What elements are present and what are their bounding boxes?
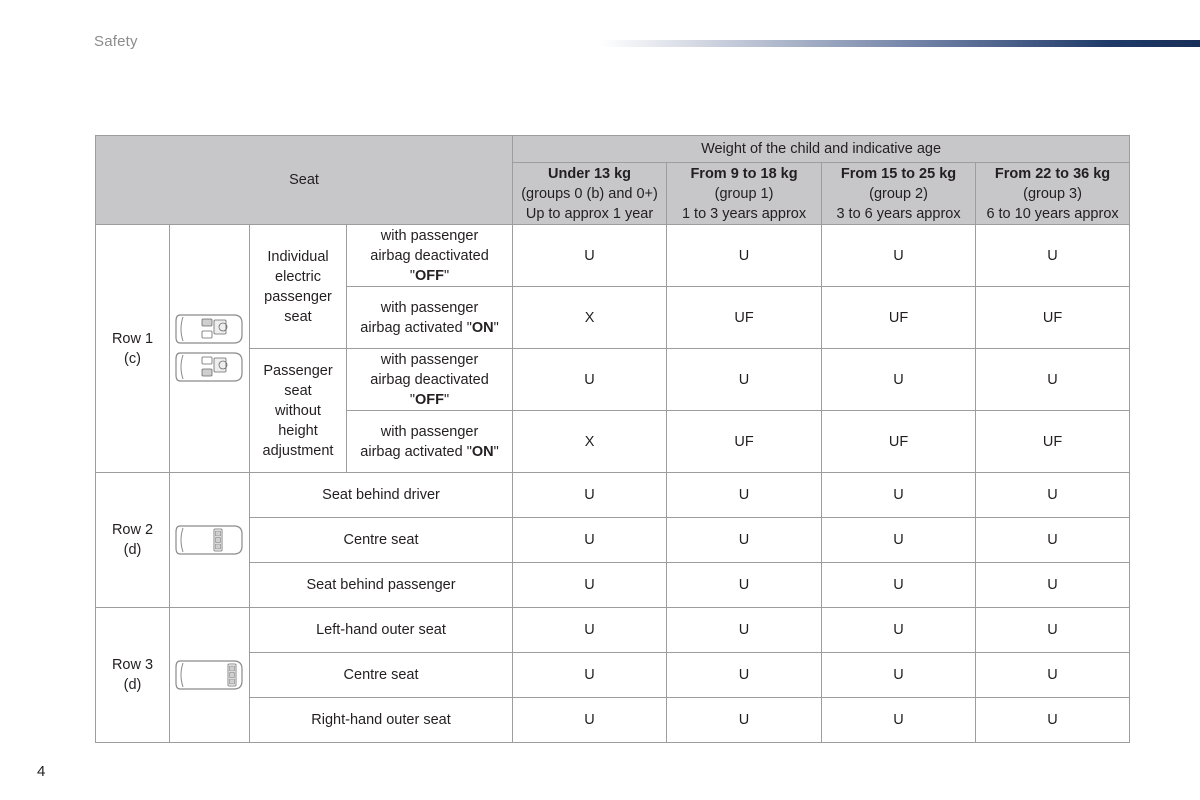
airbag-text: with passenger xyxy=(380,299,479,316)
group-age: 6 to 10 years approx xyxy=(986,205,1119,222)
airbag-state: ON xyxy=(471,319,494,336)
quote: " xyxy=(493,319,499,336)
value-cell: U xyxy=(513,653,667,698)
row-label-note: (c) xyxy=(124,350,141,367)
value-cell: UF xyxy=(976,411,1130,473)
header-gradient-bar xyxy=(600,40,1200,47)
value-cell: U xyxy=(667,349,822,411)
value-cell: U xyxy=(513,563,667,608)
seat-type-text: seat xyxy=(284,308,312,325)
row1-car-diagram xyxy=(170,225,250,473)
car-second-row-icon xyxy=(174,522,246,558)
value-cell: U xyxy=(976,563,1130,608)
value-cell: U xyxy=(822,518,976,563)
row3-label xyxy=(96,608,170,743)
value-cell: U xyxy=(667,473,822,518)
value-cell: U xyxy=(667,653,822,698)
value-cell: U xyxy=(976,518,1130,563)
airbag-activated-cell xyxy=(347,287,513,349)
left-hand-outer-seat: Left-hand outer seat xyxy=(250,608,513,653)
child-seat-table xyxy=(95,135,1130,743)
value-cell: UF xyxy=(976,287,1130,349)
value-cell: U xyxy=(976,225,1130,287)
value-cell: U xyxy=(822,225,976,287)
car-front-seats-icon xyxy=(174,311,246,387)
group-age: 3 to 6 years approx xyxy=(836,205,961,222)
group-name: (groups 0 (b) and 0+) xyxy=(521,185,658,202)
row2-car-diagram xyxy=(170,473,250,608)
value-cell: U xyxy=(822,698,976,743)
seat-type-individual-electric xyxy=(250,225,347,349)
quote: " xyxy=(444,391,450,408)
value-cell: U xyxy=(976,698,1130,743)
group-header xyxy=(667,163,822,225)
group-age: 1 to 3 years approx xyxy=(681,205,807,222)
seat-type-text: Passenger xyxy=(263,362,333,379)
seat-type-text: Individual xyxy=(267,248,329,265)
airbag-state-line xyxy=(351,390,508,410)
airbag-deactivated-cell xyxy=(347,349,513,411)
value-cell: U xyxy=(513,349,667,411)
airbag-text: airbag deactivated xyxy=(370,247,489,264)
airbag-text: airbag deactivated xyxy=(370,371,489,388)
row-label-text: Row 1 xyxy=(111,330,154,347)
group-header xyxy=(822,163,976,225)
value-cell: UF xyxy=(667,287,822,349)
seat-type-text: electric xyxy=(275,268,321,285)
value-cell: U xyxy=(822,349,976,411)
quote: " xyxy=(466,443,472,460)
airbag-text: airbag activated xyxy=(360,319,467,336)
row-label-text: Row 3 xyxy=(111,657,154,673)
airbag-text: with passenger xyxy=(380,227,479,244)
airbag-state: ON xyxy=(471,443,494,460)
value-cell: U xyxy=(976,349,1130,411)
group-name: (group 3) xyxy=(1023,185,1082,202)
row1-label xyxy=(96,225,170,473)
page-number: 4 xyxy=(37,763,46,780)
row-label-text: Row 2 xyxy=(111,522,154,538)
group-weight: From 22 to 36 kg xyxy=(994,165,1111,182)
weight-header: Weight of the child and indicative age xyxy=(513,136,1130,163)
seat-type-text: passenger xyxy=(264,288,332,305)
quote: " xyxy=(466,319,472,336)
quote: " xyxy=(493,443,499,460)
seat-header: Seat xyxy=(96,136,513,225)
row2-centre-seat: Centre seat xyxy=(250,518,513,563)
row3-car-diagram xyxy=(170,608,250,743)
airbag-state-line xyxy=(351,266,508,286)
value-cell: U xyxy=(667,563,822,608)
airbag-deactivated-cell xyxy=(347,225,513,287)
value-cell: X xyxy=(513,287,667,349)
value-cell: U xyxy=(667,518,822,563)
car-third-row-icon xyxy=(174,657,246,693)
value-cell: UF xyxy=(822,287,976,349)
value-cell: U xyxy=(976,653,1130,698)
value-cell: U xyxy=(667,225,822,287)
value-cell: U xyxy=(513,698,667,743)
airbag-activated-cell xyxy=(347,411,513,473)
value-cell: U xyxy=(667,608,822,653)
group-weight: From 9 to 18 kg xyxy=(690,165,798,182)
seat-type-text: seat xyxy=(284,382,312,399)
airbag-text: airbag activated xyxy=(360,443,467,460)
value-cell: X xyxy=(513,411,667,473)
value-cell: U xyxy=(976,608,1130,653)
seat-type-text: adjustment xyxy=(262,442,334,459)
section-title: Safety xyxy=(94,33,138,50)
group-age: Up to approx 1 year xyxy=(525,205,654,222)
value-cell: U xyxy=(513,608,667,653)
value-cell: U xyxy=(976,473,1130,518)
seat-type-no-height-adjustment xyxy=(250,349,347,473)
value-cell: U xyxy=(822,473,976,518)
value-cell: U xyxy=(822,653,976,698)
quote: " xyxy=(444,267,450,284)
row2-label xyxy=(96,473,170,608)
group-name: (group 2) xyxy=(869,185,928,202)
group-name: (group 1) xyxy=(714,185,774,202)
right-hand-outer-seat: Right-hand outer seat xyxy=(250,698,513,743)
seat-type-text: without xyxy=(275,402,321,419)
value-cell: UF xyxy=(822,411,976,473)
row-label-note: (d) xyxy=(123,677,142,693)
seat-type-text: height xyxy=(278,422,318,439)
airbag-state-line xyxy=(351,442,508,462)
airbag-text: with passenger xyxy=(380,351,479,368)
quote: " xyxy=(409,391,416,408)
value-cell: U xyxy=(822,608,976,653)
group-weight: Under 13 kg xyxy=(548,165,632,182)
group-header xyxy=(513,163,667,225)
row3-centre-seat: Centre seat xyxy=(250,653,513,698)
value-cell: U xyxy=(667,698,822,743)
value-cell: U xyxy=(513,473,667,518)
airbag-text: with passenger xyxy=(380,423,479,440)
seat-behind-driver: Seat behind driver xyxy=(250,473,513,518)
group-header xyxy=(976,163,1130,225)
value-cell: U xyxy=(513,518,667,563)
value-cell: U xyxy=(513,225,667,287)
value-cell: U xyxy=(822,563,976,608)
group-weight: From 15 to 25 kg xyxy=(840,165,957,182)
quote: " xyxy=(409,267,416,284)
row-label-note: (d) xyxy=(123,542,142,558)
airbag-state: OFF xyxy=(415,267,445,284)
seat-behind-passenger: Seat behind passenger xyxy=(250,563,513,608)
value-cell: UF xyxy=(667,411,822,473)
airbag-state: OFF xyxy=(415,391,445,408)
airbag-state-line xyxy=(351,318,508,338)
